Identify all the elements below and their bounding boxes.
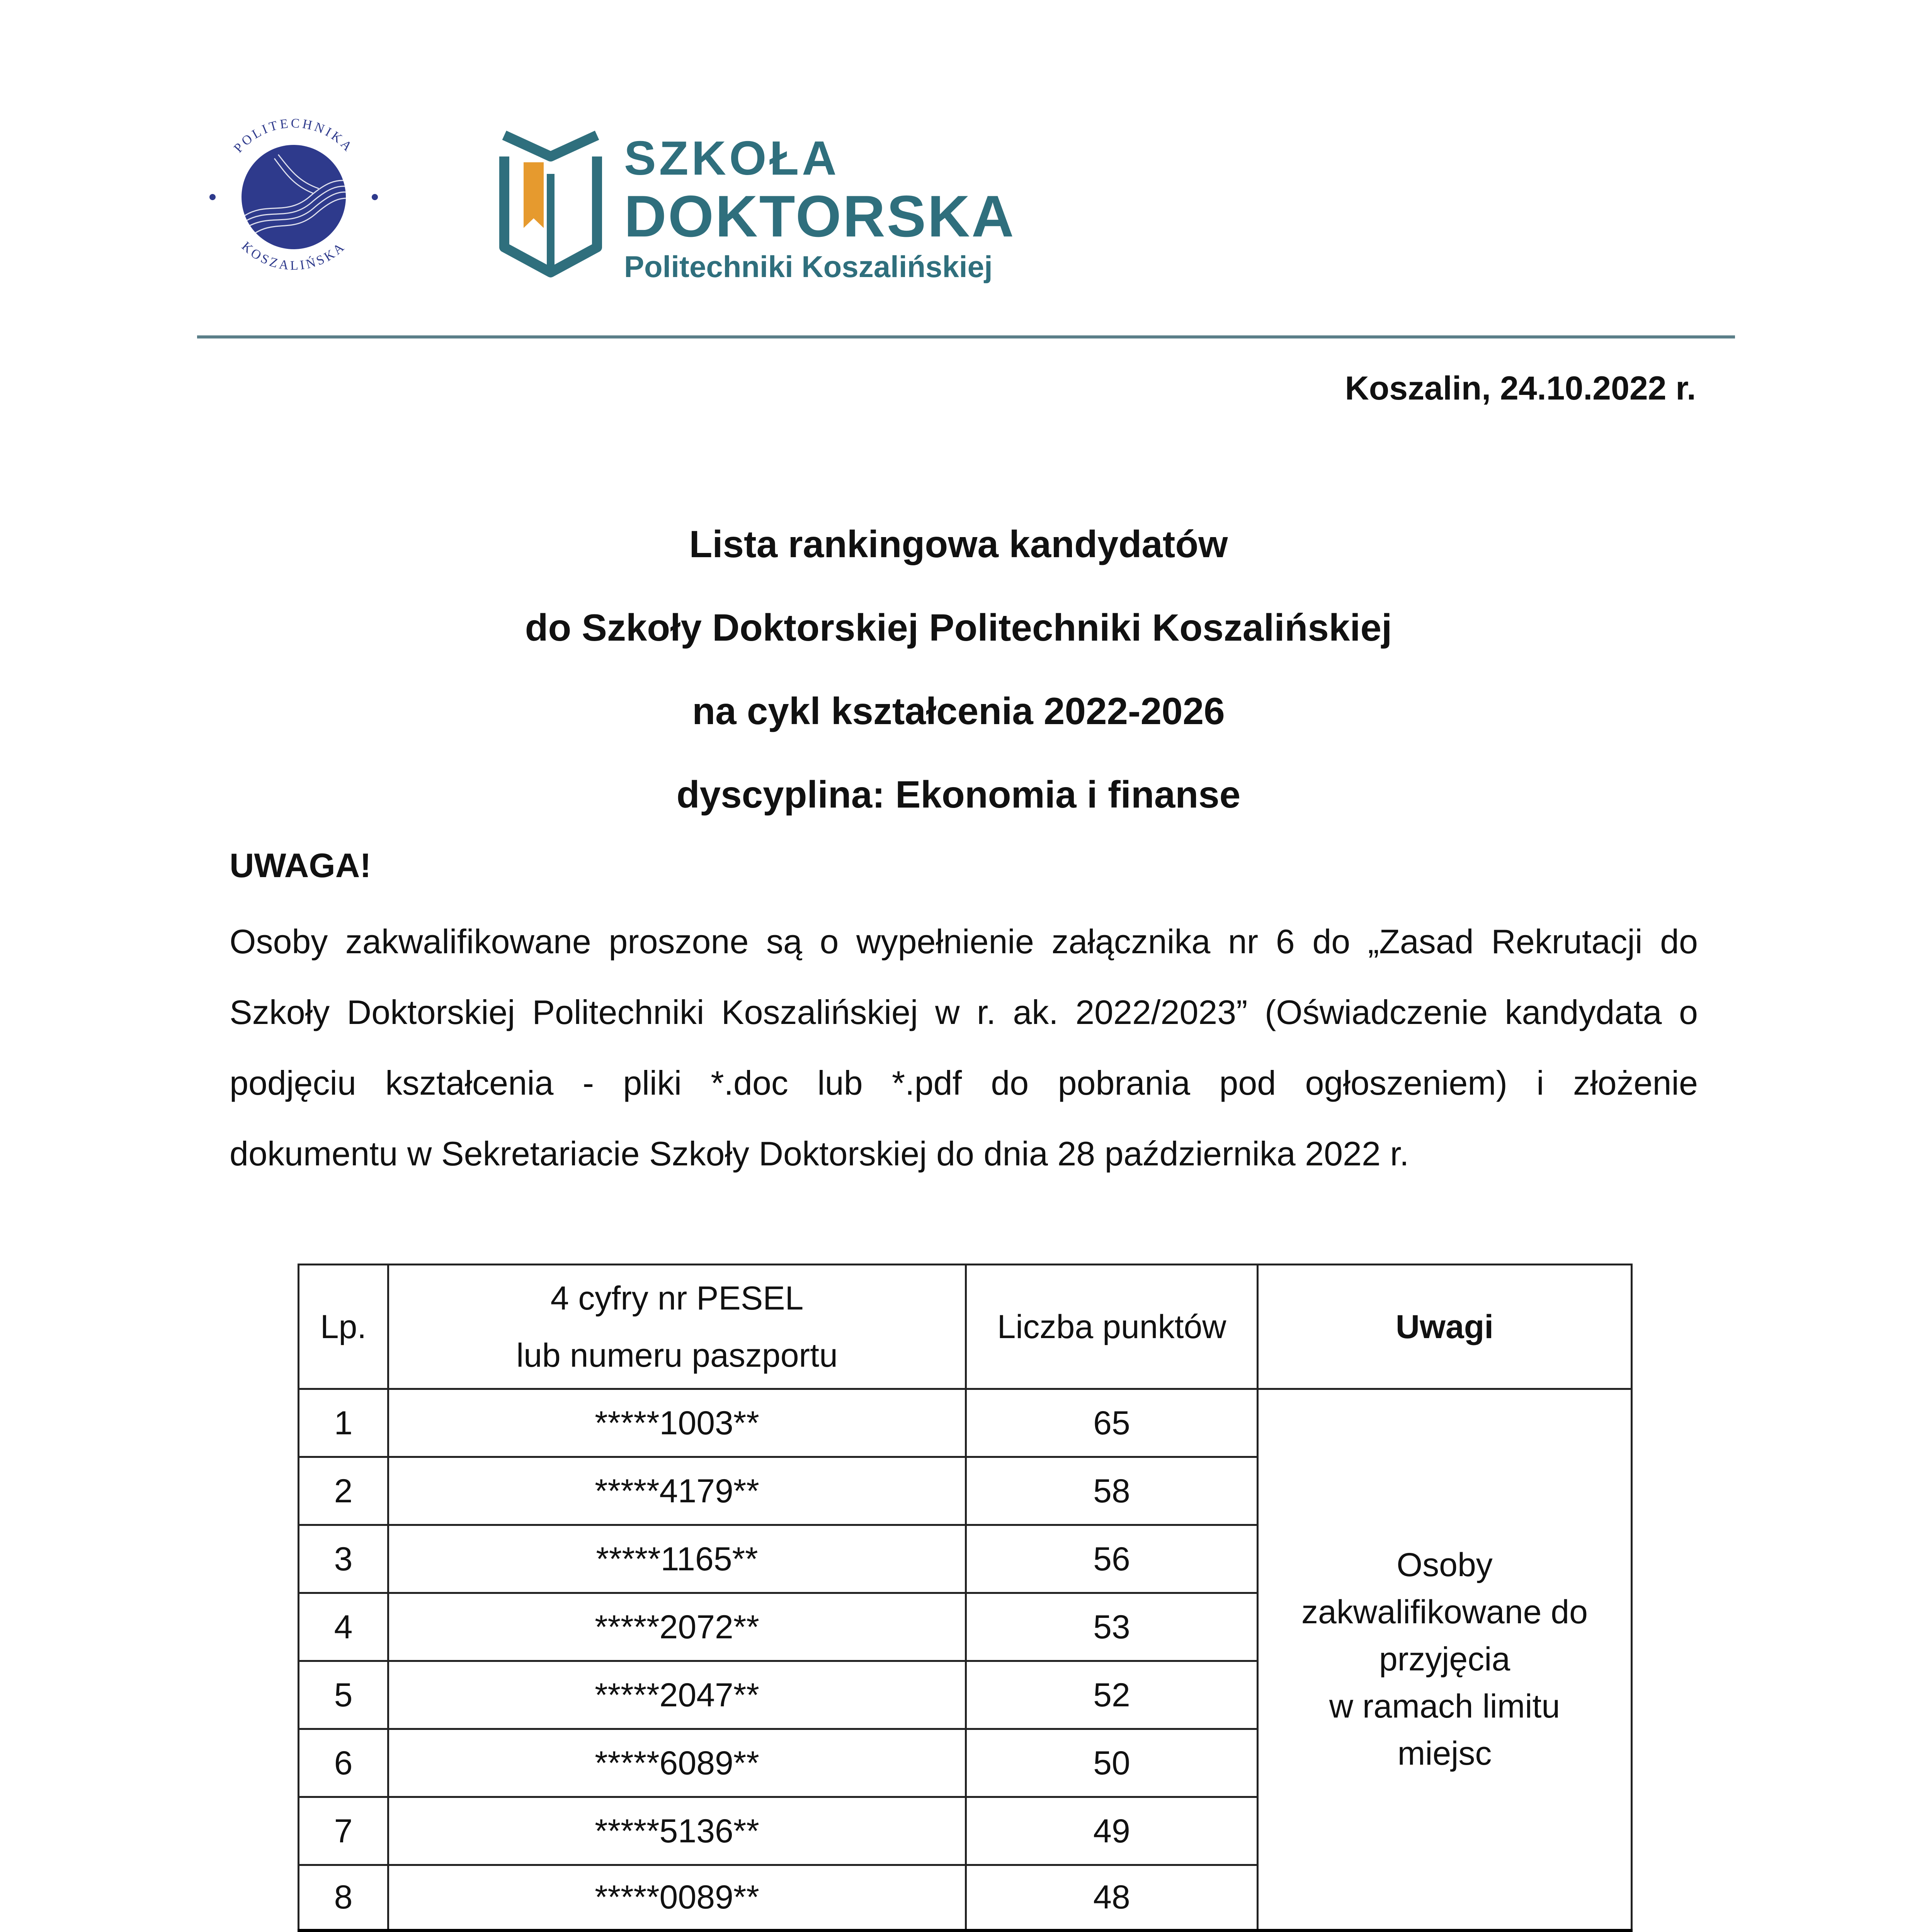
remark-line: miejsc <box>1397 1735 1492 1772</box>
cell-lp: 1 <box>299 1389 388 1457</box>
cell-id: *****6089** <box>388 1729 966 1797</box>
logo-word-szkola: SZKOŁA <box>624 132 840 185</box>
cell-points: 58 <box>966 1457 1258 1525</box>
notice-line: Szkoły Doktorskiej Politechniki Koszalińskiej w r. ak. 2022/2023” (Oświadczenie kandydata o <box>230 993 1698 1031</box>
cell-id: *****2047** <box>388 1661 966 1729</box>
cell-id: *****0089** <box>388 1865 966 1932</box>
cell-points: 56 <box>966 1525 1258 1593</box>
cell-id: *****1165** <box>388 1525 966 1593</box>
cell-id: *****5136** <box>388 1797 966 1865</box>
title-line: dyscyplina: Ekonomia i finanse <box>676 773 1241 816</box>
doctoral-school-book-icon <box>497 120 605 282</box>
document-date: Koszalin, 24.10.2022 r. <box>1345 370 1696 407</box>
table-header-row <box>299 1265 1632 1389</box>
seal-text-bottom: KOSZALIŃSKA <box>239 239 349 273</box>
cell-lp: 3 <box>299 1525 388 1593</box>
cell-id: *****2072** <box>388 1593 966 1661</box>
cell-lp: 7 <box>299 1797 388 1865</box>
remarks-qualified <box>1258 1389 1632 1932</box>
notice-line: podjęciu kształcenia - pliki *.doc lub *.pdf do pobrania pod ogłoszeniem) i złożenie <box>230 1064 1698 1102</box>
university-seal-logo <box>197 100 390 294</box>
header-points: Liczba punktów <box>966 1265 1258 1389</box>
cell-lp: 4 <box>299 1593 388 1661</box>
cell-lp: 5 <box>299 1661 388 1729</box>
seal-graphic <box>197 100 390 294</box>
title-line: Lista rankingowa kandydatów <box>689 523 1228 565</box>
logo-subtitle: Politechniki Koszalińskiej <box>624 250 993 284</box>
header-lp: Lp. <box>299 1265 388 1389</box>
cell-points: 65 <box>966 1389 1258 1457</box>
cell-lp: 6 <box>299 1729 388 1797</box>
document-title <box>185 502 1732 836</box>
ranking-table-grid <box>298 1264 1633 1932</box>
cell-lp: 8 <box>299 1865 388 1932</box>
remark-line: przyjęcia <box>1379 1641 1510 1678</box>
cell-id: *****4179** <box>388 1457 966 1525</box>
doctoral-school-logo-text <box>624 131 1049 294</box>
header-id <box>388 1265 966 1389</box>
remark-line: w ramach limitu <box>1329 1688 1560 1725</box>
seal-text-top: POLITECHNIKA <box>231 116 356 156</box>
header-id-line2: lub numeru paszportu <box>516 1337 838 1374</box>
book-icon-graphic <box>497 120 605 282</box>
logo-word-doktorska: DOKTORSKA <box>624 184 1015 249</box>
title-line: na cykl kształcenia 2022-2026 <box>692 690 1225 732</box>
remark-line: zakwalifikowane do <box>1301 1594 1588 1631</box>
notice-paragraph <box>230 906 1698 1189</box>
cell-points: 53 <box>966 1593 1258 1661</box>
cell-points: 49 <box>966 1797 1258 1865</box>
header-remarks: Uwagi <box>1258 1265 1632 1389</box>
ranking-table <box>298 1264 1631 1932</box>
title-line: do Szkoły Doktorskiej Politechniki Koszalińskiej <box>525 606 1392 649</box>
header-id-line1: 4 cyfry nr PESEL <box>550 1279 804 1317</box>
notice-line: Osoby zakwalifikowane proszone są o wypełnienie załącznika nr 6 do „Zasad Rekrutacji do <box>230 922 1698 961</box>
notice-line: dokumentu w Sekretariacie Szkoły Doktorskiej do dnia 28 października 2022 r. <box>230 1134 1409 1173</box>
cell-lp: 2 <box>299 1457 388 1525</box>
remark-line: Osoby <box>1397 1546 1493 1584</box>
header-divider <box>197 335 1735 338</box>
notice-heading: UWAGA! <box>230 846 371 884</box>
cell-points: 48 <box>966 1865 1258 1932</box>
cell-points: 50 <box>966 1729 1258 1797</box>
cell-id: *****1003** <box>388 1389 966 1457</box>
cell-points: 52 <box>966 1661 1258 1729</box>
table-row <box>299 1389 1632 1457</box>
